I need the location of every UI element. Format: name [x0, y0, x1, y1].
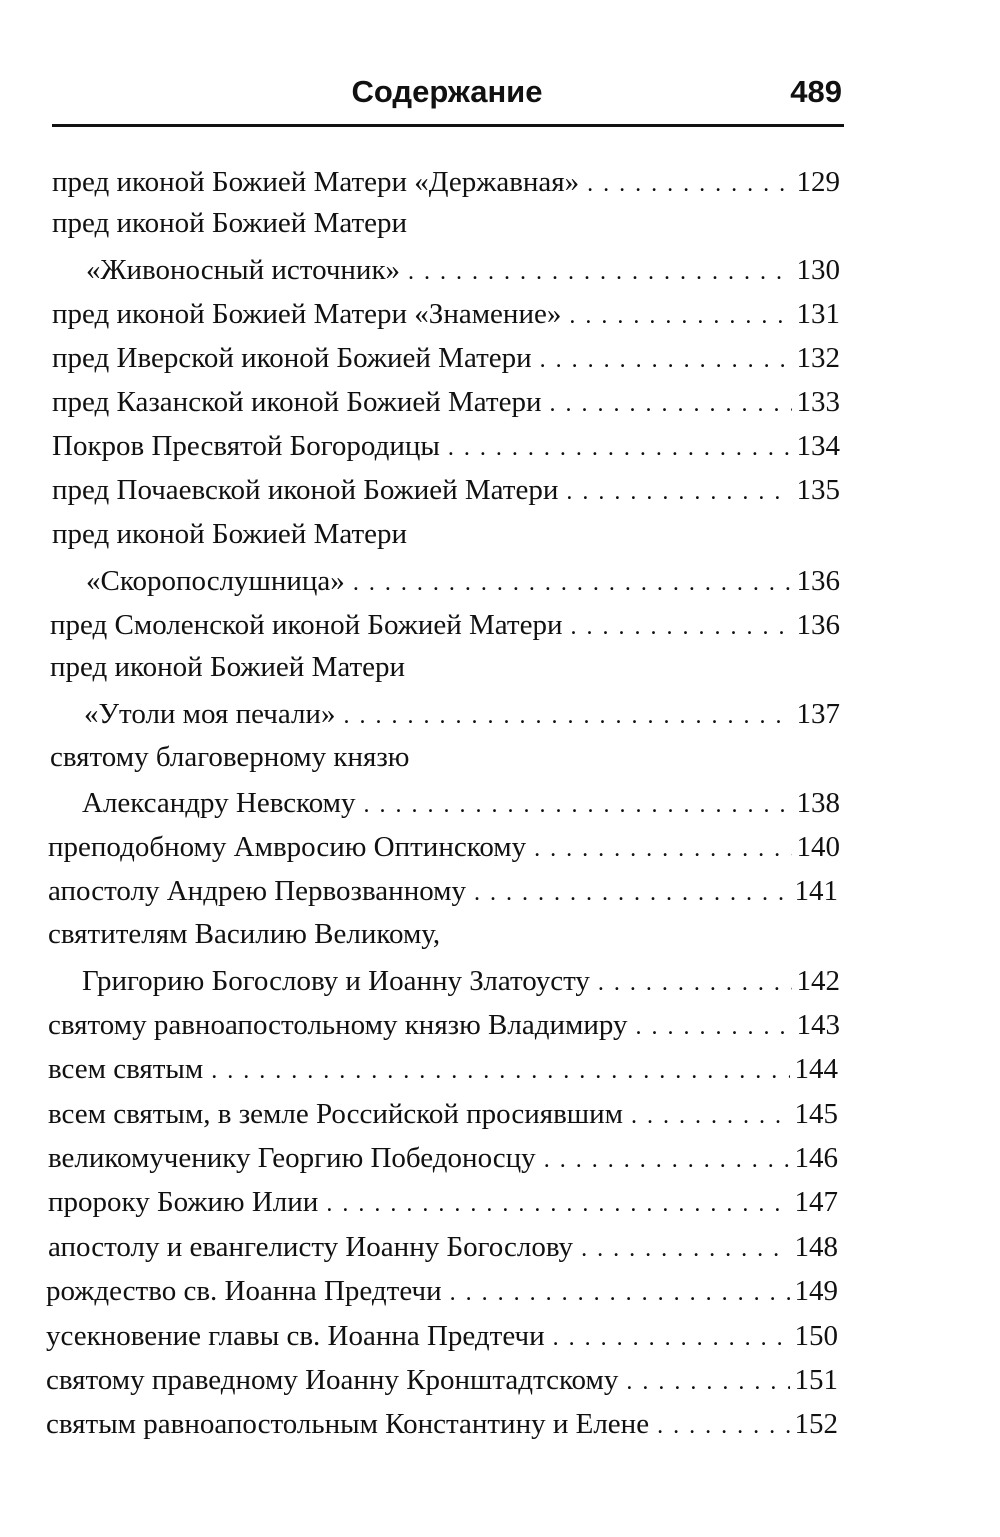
toc-entry-title: «Живоносный источник»: [86, 254, 401, 286]
toc-entry-title: пред Почаевской иконой Божией Матери: [52, 474, 559, 506]
dot-leader: [534, 829, 792, 869]
toc-entry: [52, 162, 840, 202]
toc-entry-page: 136: [796, 565, 840, 597]
toc-entry-page: 138: [796, 787, 840, 819]
dot-leader: [657, 1406, 790, 1446]
toc-entry-page: 135: [796, 474, 840, 506]
toc-entry-page: 132: [796, 342, 840, 374]
toc-entry: [52, 294, 840, 334]
dot-leader: [549, 384, 792, 424]
toc-entry-title: святым равноапостольным Константину и Елене: [46, 1408, 650, 1440]
toc-entry: [48, 1005, 840, 1045]
toc-entry-title: пред иконой Божией Матери: [52, 518, 408, 550]
page-title: Содержание: [351, 74, 543, 109]
toc-entry: [46, 1271, 838, 1311]
toc-entry-title: пред иконой Божией Матери: [50, 651, 406, 683]
toc-entry-page: 147: [794, 1186, 838, 1218]
toc-entry-title: святителям Василию Великому,: [48, 918, 441, 950]
dot-leader: [474, 873, 790, 913]
toc-entry-title: святому равноапостольному князю Владимиру: [48, 1009, 628, 1041]
toc-entry-title: усекновение главы св. Иоанна Предтечи: [46, 1320, 545, 1352]
toc-entry-page: 149: [794, 1275, 838, 1307]
toc-entry: [50, 605, 840, 645]
dot-leader: [570, 607, 792, 647]
toc-entry-title: всем святым, в земле Российской просиявшим: [48, 1098, 624, 1130]
header-rule: [52, 124, 844, 127]
toc-entry-title: «Утоли моя печали»: [84, 698, 336, 730]
toc-entry: [48, 914, 840, 954]
toc-entry-page: 131: [796, 298, 840, 330]
toc-entry-page: 144: [794, 1053, 838, 1085]
toc-entry-title: всем святым: [48, 1053, 204, 1085]
toc-entry-title: великомученику Георгию Победоносцу: [48, 1142, 536, 1174]
dot-leader: [211, 1051, 790, 1091]
toc-entry: [52, 382, 840, 422]
toc-entry-page: 151: [794, 1364, 838, 1396]
toc-entry: [48, 871, 838, 911]
page-number: 489: [790, 74, 842, 109]
dot-leader: [587, 164, 792, 204]
toc-entry-page: 130: [796, 254, 840, 286]
toc-entry-page: 142: [796, 965, 840, 997]
toc-entry-page: 152: [794, 1408, 838, 1440]
toc-entry-title: Григорию Богослову и Иоанну Златоусту: [82, 965, 590, 997]
dot-leader: [553, 1318, 790, 1358]
toc-entry-page: 146: [794, 1142, 838, 1174]
toc-entry-title: пред иконой Божией Матери «Державная»: [52, 166, 580, 198]
dot-leader: [448, 428, 792, 468]
toc-entry: [48, 1138, 838, 1178]
dot-leader: [569, 296, 792, 336]
toc-entry: [48, 1227, 838, 1267]
dot-leader: [408, 252, 792, 292]
toc-entry-title: Александру Невскому: [82, 787, 356, 819]
toc-entry-page: 143: [796, 1009, 840, 1041]
toc-entry-title: Покров Пресвятой Богородицы: [52, 430, 440, 462]
dot-leader: [631, 1096, 790, 1136]
toc-entry: [52, 426, 840, 466]
toc-entry: [48, 1094, 838, 1134]
toc-entry: [86, 250, 840, 290]
toc-entry: [46, 1404, 838, 1444]
toc-entry-page: 134: [796, 430, 840, 462]
dot-leader: [598, 963, 792, 1003]
toc-entry-title: пред Казанской иконой Божией Матери: [52, 386, 542, 418]
toc-entry: [46, 1360, 838, 1400]
toc-entry-title: «Скоропослушница»: [86, 565, 345, 597]
toc-entry-title: пред иконой Божией Матери: [52, 207, 408, 239]
dot-leader: [343, 696, 792, 736]
toc-entry: [50, 647, 840, 687]
toc-entry: [52, 203, 840, 243]
toc-entry-page: 133: [796, 386, 840, 418]
toc-entry-page: 136: [796, 609, 840, 641]
toc-entry: [48, 1182, 838, 1222]
toc-entry: [82, 783, 840, 823]
dot-leader: [450, 1273, 790, 1313]
toc-entry: [86, 561, 840, 601]
toc-entry: [82, 961, 840, 1001]
toc-entry-title: рождество св. Иоанна Предтечи: [46, 1275, 442, 1307]
toc-entry-title: апостолу и евангелисту Иоанну Богослову: [48, 1231, 574, 1263]
toc-entry-title: святому благоверному князю: [50, 741, 410, 773]
toc-entry-title: апостолу Андрею Первозванному: [48, 875, 467, 907]
toc-entry-page: 140: [796, 831, 840, 863]
dot-leader: [581, 1229, 790, 1269]
toc-entry-title: святому праведному Иоанну Кронштадтскому: [46, 1364, 619, 1396]
toc-entry-title: пред Смоленской иконой Божией Матери: [50, 609, 563, 641]
toc-entry-title: преподобному Амвросию Оптинскому: [48, 831, 527, 863]
toc-entry-page: 137: [796, 698, 840, 730]
dot-leader: [326, 1184, 790, 1224]
toc-entry: [52, 470, 840, 510]
toc-entry-title: пред Иверской иконой Божией Матери: [52, 342, 532, 374]
dot-leader: [626, 1362, 790, 1402]
dot-leader: [566, 472, 792, 512]
running-head: [52, 74, 842, 114]
toc-entry: [52, 514, 840, 554]
toc-entry-title: пророку Божию Илии: [48, 1186, 319, 1218]
toc-entry-page: 129: [796, 166, 840, 198]
toc-entry: [50, 737, 840, 777]
toc-entry-page: 145: [794, 1098, 838, 1130]
toc-entry: [52, 338, 840, 378]
dot-leader: [544, 1140, 790, 1180]
dot-leader: [364, 785, 792, 825]
toc-entry-page: 141: [794, 875, 838, 907]
toc-entry-page: 150: [794, 1320, 838, 1352]
toc-entry: [46, 1316, 838, 1356]
toc-entry-title: пред иконой Божией Матери «Знамение»: [52, 298, 562, 330]
dot-leader: [353, 563, 792, 603]
dot-leader: [636, 1007, 793, 1047]
toc-entry: [48, 827, 840, 867]
toc-entry: [48, 1049, 838, 1089]
toc-entry: [84, 694, 840, 734]
toc-entry-page: 148: [794, 1231, 838, 1263]
dot-leader: [540, 340, 792, 380]
